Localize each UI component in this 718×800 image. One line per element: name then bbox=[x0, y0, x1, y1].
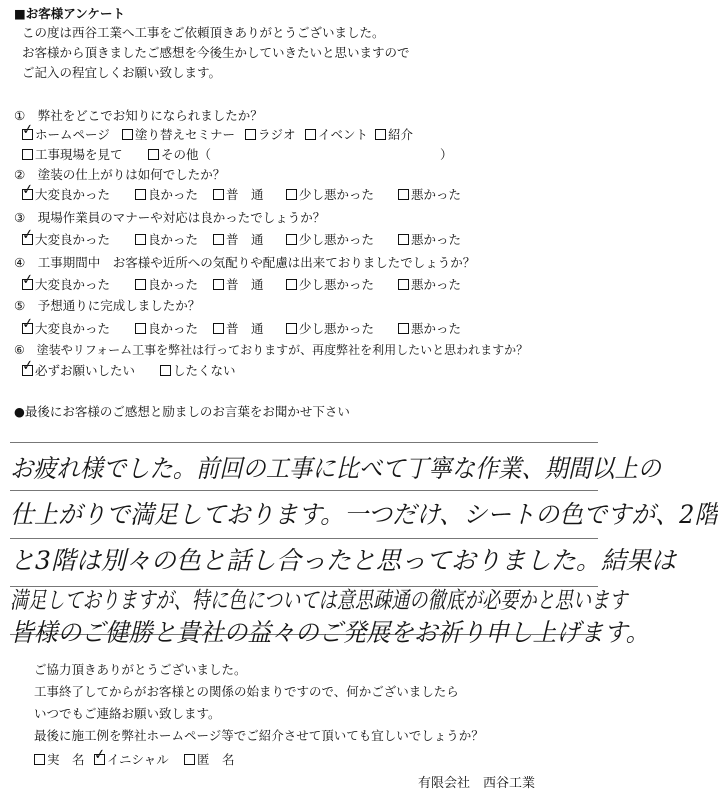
q4-option-very-good[interactable]: ✓ 大変良かった bbox=[20, 271, 111, 292]
survey-title: ■お客様アンケート bbox=[14, 6, 126, 21]
q2-option-bad[interactable]: 悪かった bbox=[398, 187, 461, 203]
company-name: 有限会社 西谷工業 bbox=[418, 776, 536, 791]
q5-option-good[interactable]: 良かった bbox=[135, 321, 198, 337]
q6-option-no[interactable]: したくない bbox=[160, 363, 236, 379]
q3-option-slightly-bad[interactable]: 少し悪かった bbox=[286, 232, 374, 248]
question-3: ③ 現場作業員のマナーや対応は良かったでしょうか？ bbox=[14, 210, 326, 225]
q3-option-average[interactable]: 普 通 bbox=[213, 232, 264, 248]
q2-option-good[interactable]: 良かった bbox=[135, 187, 198, 203]
q3-option-bad[interactable]: 悪かった bbox=[398, 232, 461, 248]
checkbox[interactable] bbox=[34, 754, 45, 765]
q5-option-bad[interactable]: 悪かった bbox=[398, 321, 461, 337]
question-1: ① 弊社をどこでお知りになられましたか？ bbox=[14, 108, 263, 123]
option-site[interactable]: 工事現場を見て bbox=[22, 147, 123, 163]
intro-line-3: ご記入の程宜しくお願い致します。 bbox=[22, 65, 222, 80]
checkbox[interactable] bbox=[213, 323, 224, 334]
checkbox[interactable] bbox=[286, 323, 297, 334]
checkbox[interactable] bbox=[122, 129, 133, 140]
q5-option-average[interactable]: 普 通 bbox=[213, 321, 264, 337]
handwritten-comment-line-4: 満足しておりますが、特に色については意思疎通の徹底が必要かと思います bbox=[10, 588, 628, 614]
handwritten-comment-line-2: 仕上がりで満足しております。一つだけ、シートの色ですが、2階 bbox=[10, 500, 718, 529]
closing-line-4: 最後に施工例を弊社ホームページ等でご紹介させて頂いても宜しいでしょうか？ bbox=[34, 728, 484, 743]
checkbox[interactable] bbox=[286, 279, 297, 290]
checkbox[interactable] bbox=[135, 279, 146, 290]
checkbox[interactable] bbox=[184, 754, 195, 765]
other-close-paren: ） bbox=[440, 147, 453, 162]
option-referral[interactable]: 紹介 bbox=[375, 127, 413, 143]
q2-option-very-good[interactable]: ✓ 大変良かった bbox=[20, 181, 111, 202]
q6-option-definitely[interactable]: ✓ 必ずお願いしたい bbox=[20, 357, 136, 378]
ruled-line bbox=[10, 538, 598, 539]
checkbox[interactable] bbox=[398, 323, 409, 334]
option-homepage[interactable]: ✓ ホームページ bbox=[20, 121, 110, 142]
checkbox-checked[interactable] bbox=[20, 121, 35, 140]
option-anonymous[interactable]: 匿 名 bbox=[184, 752, 235, 768]
question-4: ④ 工事期間中 お客様や近所への気配りや配慮は出来ておりましたでしょうか？ bbox=[14, 255, 476, 270]
q5-option-slightly-bad[interactable]: 少し悪かった bbox=[286, 321, 374, 337]
checkbox[interactable] bbox=[305, 129, 316, 140]
checkmark-icon: ✓ bbox=[20, 226, 35, 244]
checkbox[interactable] bbox=[398, 279, 409, 290]
checkmark-icon: ✓ bbox=[20, 181, 35, 199]
q3-option-very-good[interactable]: ✓ 大変良かった bbox=[20, 226, 111, 247]
closing-line-2: 工事終了してからがお客様との関係の始まりですので、何かございましたら bbox=[34, 684, 459, 699]
option-initials[interactable]: ✓ イニシャル bbox=[92, 746, 169, 767]
checkbox-checked[interactable] bbox=[20, 226, 35, 245]
checkbox[interactable] bbox=[213, 234, 224, 245]
q2-option-slightly-bad[interactable]: 少し悪かった bbox=[286, 187, 374, 203]
checkmark-icon: ✓ bbox=[20, 315, 35, 333]
checkbox[interactable] bbox=[375, 129, 386, 140]
checkbox[interactable] bbox=[286, 189, 297, 200]
checkmark-icon: ✓ bbox=[92, 746, 107, 764]
checkbox[interactable] bbox=[148, 149, 159, 160]
intro-line-2: お客様から頂きましたご感想を今後生かしていきたいと思いますので bbox=[22, 45, 410, 60]
q5-option-very-good[interactable]: ✓ 大変良かった bbox=[20, 315, 111, 336]
q2-option-average[interactable]: 普 通 bbox=[213, 187, 264, 203]
comments-heading: ●最後にお客様のご感想と励ましのお言葉をお聞かせ下さい bbox=[14, 404, 350, 419]
closing-line-1: ご協力頂きありがとうございました。 bbox=[34, 662, 247, 677]
handwritten-comment-line-1: お疲れ様でした。前回の工事に比べて丁寧な作業、期間以上の bbox=[10, 454, 662, 483]
checkbox-checked[interactable] bbox=[20, 357, 35, 376]
checkmark-icon: ✓ bbox=[20, 121, 35, 139]
checkbox[interactable] bbox=[160, 365, 171, 376]
question-5: ⑤ 予想通りに完成しましたか？ bbox=[14, 298, 201, 313]
closing-line-3: いつでもご連絡お願い致します。 bbox=[34, 706, 221, 721]
checkbox[interactable] bbox=[135, 323, 146, 334]
question-6: ⑥ 塗装やリフォーム工事を弊社は行っておりますが、再度弊社を利用したいと思われますか？ bbox=[14, 343, 529, 357]
option-event[interactable]: イベント bbox=[305, 127, 368, 143]
handwritten-comment-line-5: 皆様のご健勝と貴社の益々のご発展をお祈り申し上げます。 bbox=[10, 618, 650, 647]
question-2: ② 塗装の仕上がりは如何でしたか？ bbox=[14, 167, 226, 182]
checkbox[interactable] bbox=[398, 189, 409, 200]
checkbox-checked[interactable] bbox=[20, 181, 35, 200]
checkbox[interactable] bbox=[398, 234, 409, 245]
checkbox-checked[interactable] bbox=[20, 271, 35, 290]
checkbox[interactable] bbox=[135, 234, 146, 245]
checkbox[interactable] bbox=[213, 189, 224, 200]
option-radio[interactable]: ラジオ bbox=[245, 127, 296, 143]
checkbox[interactable] bbox=[22, 149, 33, 160]
option-real-name[interactable]: 実 名 bbox=[34, 752, 85, 768]
ruled-line bbox=[10, 490, 598, 491]
option-seminar[interactable]: 塗り替えセミナー bbox=[122, 127, 235, 143]
q4-option-bad[interactable]: 悪かった bbox=[398, 277, 461, 293]
q3-option-good[interactable]: 良かった bbox=[135, 232, 198, 248]
checkbox-checked[interactable] bbox=[20, 315, 35, 334]
q4-option-good[interactable]: 良かった bbox=[135, 277, 198, 293]
handwritten-comment-line-3: と3階は別々の色と話し合ったと思っておりました。結果は bbox=[10, 546, 676, 575]
checkbox-checked[interactable] bbox=[92, 746, 107, 765]
q4-option-slightly-bad[interactable]: 少し悪かった bbox=[286, 277, 374, 293]
checkbox[interactable] bbox=[245, 129, 256, 140]
checkbox[interactable] bbox=[213, 279, 224, 290]
option-other[interactable]: その他（ bbox=[148, 147, 211, 163]
checkbox[interactable] bbox=[135, 189, 146, 200]
q4-option-average[interactable]: 普 通 bbox=[213, 277, 264, 293]
ruled-line bbox=[10, 442, 598, 443]
intro-line-1: この度は西谷工業へ工事をご依頼頂きありがとうございました。 bbox=[22, 25, 385, 40]
checkbox[interactable] bbox=[286, 234, 297, 245]
checkmark-icon: ✓ bbox=[20, 357, 35, 375]
checkmark-icon: ✓ bbox=[20, 271, 35, 289]
